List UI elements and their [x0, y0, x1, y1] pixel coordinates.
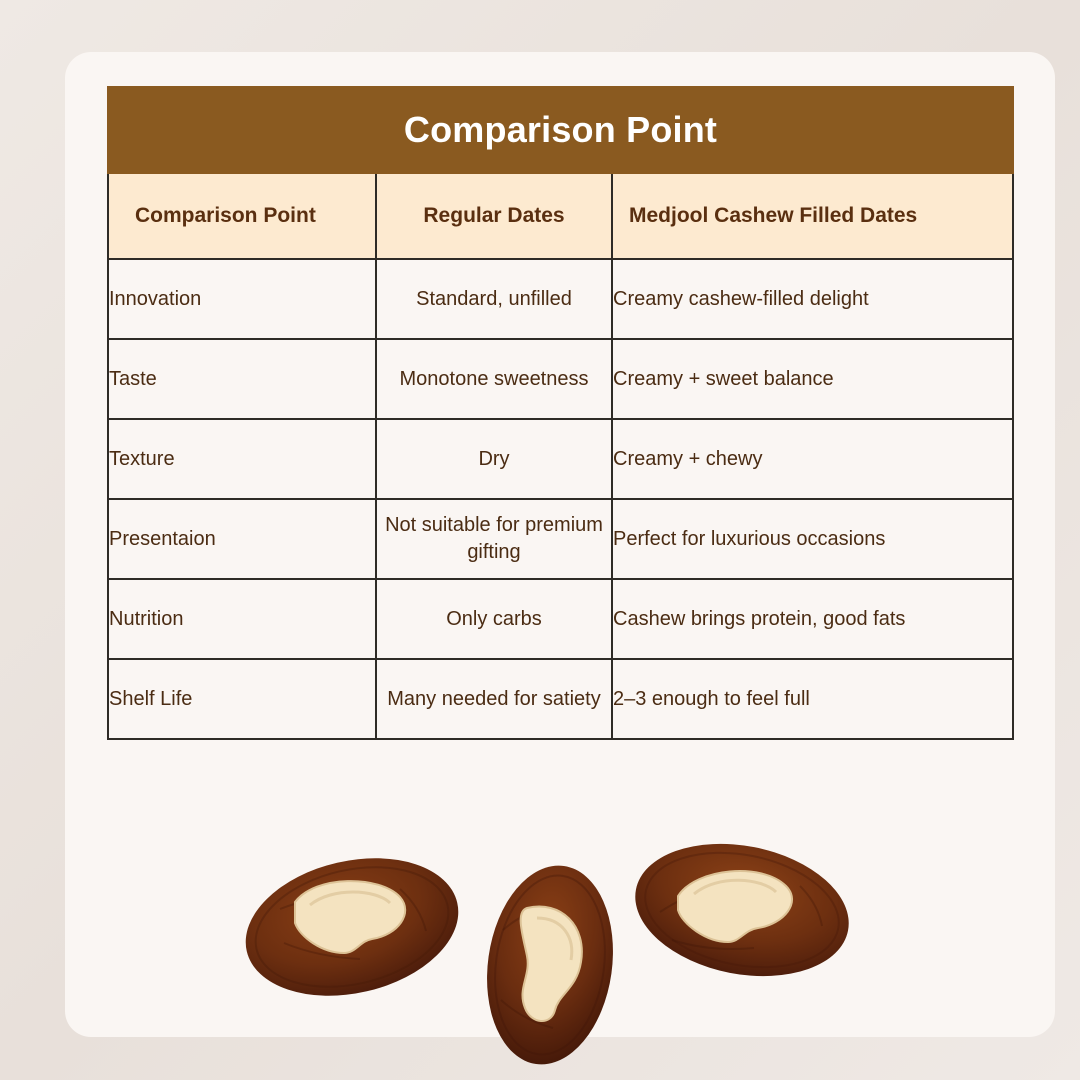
cell-medjool: Cashew brings protein, good fats [612, 579, 1013, 659]
page-title: Comparison Point [108, 87, 1013, 173]
cashew-filled-date-icon [240, 847, 465, 1007]
cell-point: Innovation [108, 259, 376, 339]
cell-regular: Monotone sweetness [376, 339, 612, 419]
product-images [65, 792, 1055, 1037]
cell-regular: Only carbs [376, 579, 612, 659]
cell-point: Presentaion [108, 499, 376, 579]
cell-point: Texture [108, 419, 376, 499]
cell-regular: Many needed for satiety [376, 659, 612, 739]
table-row [108, 339, 1013, 419]
cell-regular: Standard, unfilled [376, 259, 612, 339]
cell-medjool: Perfect for luxurious occasions [612, 499, 1013, 579]
cell-medjool: Creamy + sweet balance [612, 339, 1013, 419]
column-header-point: Comparison Point [108, 173, 376, 259]
cell-medjool: 2–3 enough to feel full [612, 659, 1013, 739]
cell-medjool: Creamy + chewy [612, 419, 1013, 499]
comparison-card [65, 52, 1055, 1037]
column-header-regular: Regular Dates [376, 173, 612, 259]
comparison-table [107, 86, 1014, 740]
table-row [108, 579, 1013, 659]
table-header-row [108, 173, 1013, 259]
table-row [108, 419, 1013, 499]
cashew-filled-date-icon [475, 860, 625, 1070]
table-row [108, 659, 1013, 739]
cell-point: Nutrition [108, 579, 376, 659]
table-row [108, 499, 1013, 579]
cashew-filled-date-icon [630, 830, 855, 990]
cell-point: Shelf Life [108, 659, 376, 739]
table-row [108, 259, 1013, 339]
comparison-table-wrapper [107, 86, 1012, 740]
cell-point: Taste [108, 339, 376, 419]
cell-regular: Not suitable for premium gifting [376, 499, 612, 579]
cell-regular: Dry [376, 419, 612, 499]
table-title-row [108, 87, 1013, 173]
cell-medjool: Creamy cashew-filled delight [612, 259, 1013, 339]
column-header-medjool: Medjool Cashew Filled Dates [612, 173, 1013, 259]
